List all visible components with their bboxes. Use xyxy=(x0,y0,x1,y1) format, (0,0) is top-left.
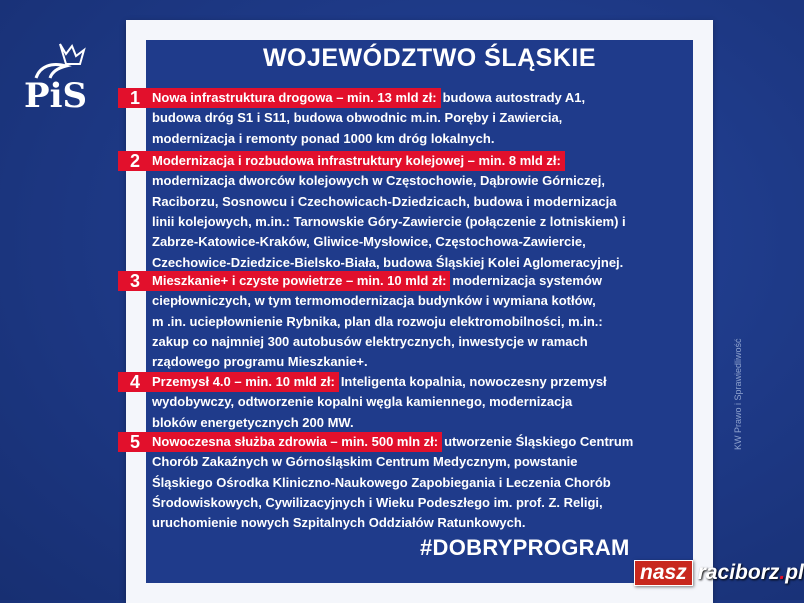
item-text-line: rządowego programu Mieszkanie+. xyxy=(152,354,368,370)
item-number: 2 xyxy=(129,151,140,171)
watermark-part1: nasz xyxy=(634,560,693,586)
watermark-dot: . xyxy=(779,561,786,584)
item-text-line: Zabrze-Katowice-Kraków, Gliwice-Mysłowice, Częstochowa-Zawiercie, xyxy=(152,234,586,250)
item-heading-bar xyxy=(118,88,441,108)
item-text-line: Czechowice-Dziedzice-Bielsko-Biała, budowa Śląskiej Kolei Aglomeracyjnej. xyxy=(152,254,624,270)
watermark-logo[interactable] xyxy=(634,560,804,586)
item-text-line: wydobywczy, odtworzenie kopalni węgla kamiennego, modernizacja xyxy=(152,394,573,410)
item-heading-bar xyxy=(118,151,565,171)
item-heading-bar xyxy=(118,372,339,392)
item-text: modernizacja systemów xyxy=(452,273,602,288)
pis-logo-text: PiS xyxy=(24,76,88,116)
item-heading: Mieszkanie+ i czyste powietrze – min. 10 mld zł: xyxy=(152,273,447,288)
item-text-line: ciepłowniczych, w tym termomodernizacja budynków i wymiana kotłów, xyxy=(152,293,596,309)
item-text-line: modernizacja dworców kolejowych w Częstochowie, Dąbrowie Górniczej, xyxy=(152,173,605,189)
page-title: WOJEWÓDZTWO ŚLĄSKIE xyxy=(262,44,597,72)
item-text: budowa autostrady A1, xyxy=(442,90,586,105)
item-text-line: Środowiskowych, Cywilizacyjnych i Wieku Podeszłego im. prof. Z. Religi, xyxy=(152,494,603,510)
item-heading: Nowoczesna służba zdrowia – min. 500 mln zł: xyxy=(152,434,439,449)
item-text-line: zakup co najmniej 300 autobusów elektrycznych, inwestycje w ramach xyxy=(152,333,588,349)
item-header xyxy=(118,432,633,452)
item-heading-bar xyxy=(118,271,450,291)
item-header xyxy=(118,271,602,291)
item-text-line: budowa dróg S1 i S11, budowa obwodnic m.in. Poręby i Zawiercia, xyxy=(152,110,563,126)
item-header xyxy=(118,372,607,392)
item-header xyxy=(118,88,585,108)
item-heading-bar xyxy=(118,432,442,452)
item-number: 5 xyxy=(129,432,140,452)
watermark-part2: raciborz xyxy=(697,561,780,584)
hashtag: #DOBRYPROGRAM xyxy=(420,535,630,560)
item-text-line: Chorób Zakaźnych w Górnośląskim Centrum Medycznym, powstanie xyxy=(152,454,578,470)
item-heading: Przemysł 4.0 – min. 10 mld zł: xyxy=(152,374,335,389)
side-note: KW Prawo i Sprawiedliwość xyxy=(733,338,743,450)
item-text-line: bloków energetycznych 200 MW. xyxy=(152,414,354,430)
item-text-line: modernizacja i remonty ponad 1000 km dróg lokalnych. xyxy=(152,130,495,146)
item-header xyxy=(118,151,567,171)
item-text-line: uruchomienie nowych Szpitalnych Oddziałów Ratunkowych. xyxy=(152,515,526,531)
item-text-line: Raciborzu, Sosnowcu i Czechowicach-Dziedzicach, budowa i modernizacja xyxy=(152,193,617,209)
item-text-line: Śląskiego Ośrodka Kliniczno-Naukowego Zapobiegania i Leczenia Chorób xyxy=(152,474,611,490)
eagle-crown-icon xyxy=(22,40,102,80)
item-heading: Modernizacja i rozbudowa infrastruktury kolejowej – min. 8 mld zł: xyxy=(152,153,561,168)
item-text: Inteligenta kopalnia, nowoczesny przemysł xyxy=(340,374,607,389)
item-text: utworzenie Śląskiego Centrum xyxy=(444,434,634,449)
watermark-part3: pl xyxy=(785,561,804,584)
item-number: 3 xyxy=(129,271,140,291)
item-heading: Nowa infrastruktura drogowa – min. 13 mld zł: xyxy=(152,90,437,105)
item-number: 4 xyxy=(129,372,140,392)
item-text-line: linii kolejowych, m.in.: Tarnowskie Góry-Zawiercie (połączenie z lotniskiem) i xyxy=(152,213,626,229)
item-number: 1 xyxy=(129,88,140,108)
item-text-line: m .in. uciepłownienie Rybnika, plan dla rozwoju elektromobilności, m.in.: xyxy=(152,313,603,329)
